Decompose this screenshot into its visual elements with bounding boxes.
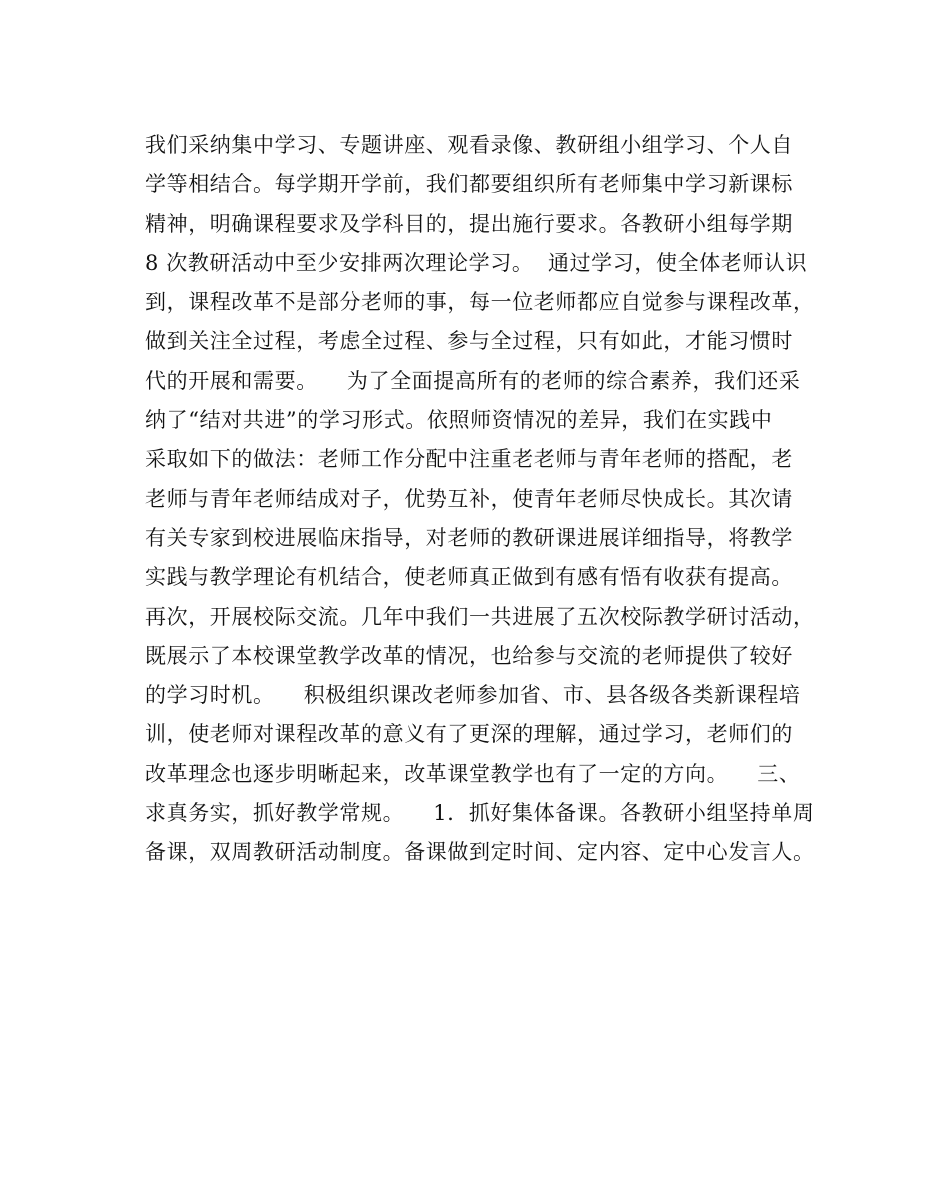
- text-line: 做到关注全过程，考虑全过程、参与全过程，只有如此，才能习惯时: [145, 329, 793, 354]
- text-line: 到，课程改革不是部分老师的事，每一位老师都应自觉参与课程改革，: [145, 290, 815, 315]
- text-line: 实践与教学理论有机结合，使老师真正做到有感有悟有收获有提高。: [145, 565, 793, 590]
- text-line: 既展示了本校课堂教学改革的情况，也给参与交流的老师提供了较好: [145, 643, 793, 668]
- body-text: [145, 126, 825, 873]
- text-line: 求真务实，抓好教学常规。 1．抓好集体备课。各教研小组坚持单周: [145, 801, 815, 826]
- text-line: 老师与青年老师结成对子，优势互补，使青年老师尽快成长。其次请: [145, 486, 793, 511]
- text-line: 精神，明确课程要求及学科目的，提出施行要求。各教研小组每学期: [145, 211, 793, 236]
- text-line: 8 次教研活动中至少安排两次理论学习。 通过学习，使全体老师认识: [145, 250, 808, 275]
- text-line: 采取如下的做法：老师工作分配中注重老老师与青年老师的搭配，老: [145, 447, 793, 472]
- text-line: 训，使老师对课程改革的意义有了更深的理解，通过学习，老师们的: [145, 722, 793, 747]
- text-line: 我们采纳集中学习、专题讲座、观看录像、教研组小组学习、个人自: [145, 133, 793, 157]
- text-line: 改革理念也逐步明晰起来，改革课堂教学也有了一定的方向。 三、: [145, 761, 801, 786]
- text-line: 的学习时机。 积极组织课改老师参加省、市、县各级各类新课程培: [145, 683, 801, 708]
- text-line: 代的开展和需要。 为了全面提高所有的老师的综合素养，我们还采: [145, 368, 801, 393]
- text-line: 再次，开展校际交流。几年中我们一共进展了五次校际教学研讨活动，: [145, 604, 815, 629]
- text-line: 有关专家到校进展临床指导，对老师的教研课进展详细指导，将教学: [145, 525, 793, 550]
- text-line: 学等相结合。每学期开学前，我们都要组织所有老师集中学习新课标: [145, 172, 793, 197]
- text-line: 备课，双周教研活动制度。备课做到定时间、定内容、定中心发言人。: [145, 840, 815, 865]
- text-line: 纳了“结对共进”的学习形式。依照师资情况的差异，我们在实践中: [145, 408, 773, 433]
